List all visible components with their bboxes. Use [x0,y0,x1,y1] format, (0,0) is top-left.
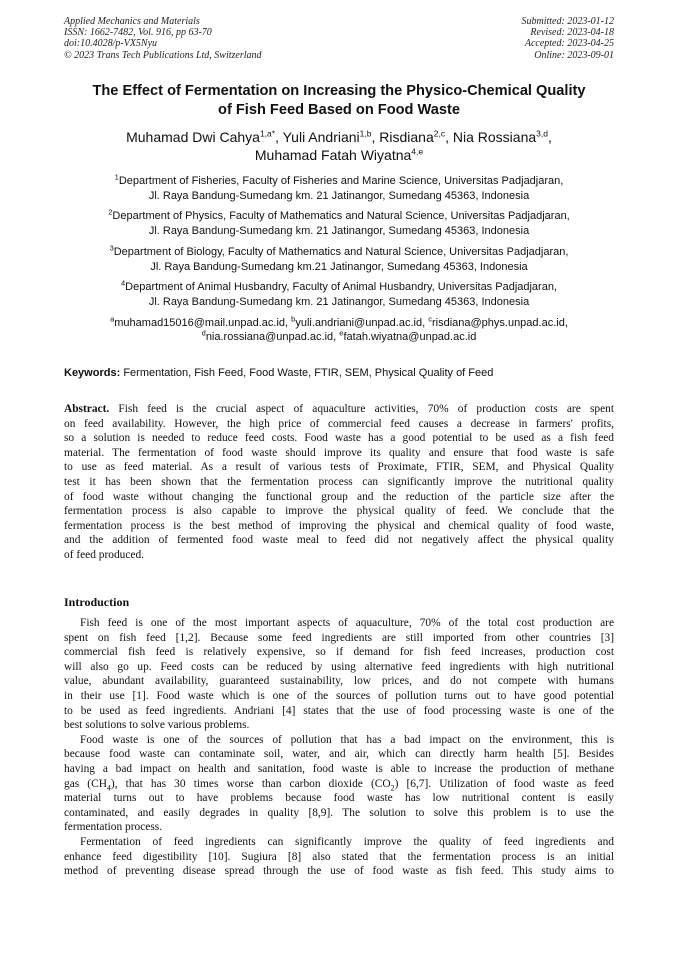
intro-line: spent on fish feed [1,2]. Because some feed ingredients are still imported from other countries [3] [64,631,614,644]
email-link[interactable]: nia.rossiana@unpad.ac.id, [205,331,337,343]
abstract-line: and the addition of fermented food waste meal to feed did not negatively affect the physical quality [64,534,614,547]
affiliation-2 [64,209,614,239]
email-link[interactable]: fatah.wiyatna@unpad.ac.id [343,331,477,343]
intro-line: having a bad impact on health and sanitation, food waste is able to increase the production of methane [64,762,614,775]
abstract-line: material. The fermentation of food waste should improve its quality and ensure that food waste is safe [64,446,614,459]
introduction-body [64,616,614,879]
affiliation-line: Jl. Raya Bandung-Sumedang km. 21 Jatinangor, Sumedang 45363, Indonesia [148,225,530,237]
abstract-line: fermentation process is also capable to improve the physical quality of feed. We conclude that the [64,505,614,518]
affiliation-num: 1 [114,172,119,182]
title-line-2: of Fish Feed Based on Food Waste [218,102,460,118]
intro-line: contaminated, and easily degrades in quality [8,9]. The solution to solve this problem is to use the [64,806,614,819]
affiliation-3 [64,245,614,275]
author-sup: 1,b [359,128,372,139]
author-name: Muhamad Dwi Cahya [126,129,260,145]
author-sup: 4,e [411,145,424,156]
dates-info [522,16,615,61]
intro-line: commercial fish feed is relatively expensive, so if demand for fish feed increases, production cost [64,646,614,659]
affiliation-4 [64,280,614,310]
abstract-label: Abstract. [64,403,110,415]
intro-line: Food waste is one of the sources of pollution that has a bad impact on the environment, this is [80,733,614,746]
issn: ISSN: 1662-7482, Vol. 916, pp 63-70 [64,27,212,39]
intro-line: will also go up. Feed costs can be reduced by using alternative feed ingredients with high nutritional [64,660,614,673]
affiliation-num: 2 [108,207,113,217]
author-sup: 2,c [433,128,446,139]
author-emails: $^a$muhamad15016@mail.unpad.ac.id, $^b$yuli.andriani@unpad.ac.id, $^c$risdiana@phys.unpad.ac.id, $^d$nia.rossiana@unpad.ac.id, $^e$fatah.wiyatna@unpad.ac.id [110,314,568,343]
author-list: Muhamad Dwi Cahya$^{1,a*}$, Yuli Andriani$^{1,b}$, Risdiana$^{2,c}$, Nia Rossiana$^{3,d}$, Muhamad Fatah Wiyatna$^{4,e}$ [126,128,552,163]
abstract-line: of food waste without changing the functional group and the reduction of the particle size after the [64,490,614,503]
abstract-line: on feed availability. However, the high price of commercial feed causes a decrease in farmers' profits, [64,417,614,430]
intro-line: Fermentation of feed ingredients can significantly improve the quality of feed ingredients and [80,835,614,848]
intro-line: enhance feed digestibility [10]. Sugiura [8] also stated that the fermentation process is an initial [64,850,614,863]
journal-info [64,16,262,61]
affiliation-line: Department of Biology, Faculty of Mathematics and Natural Science, Universitas Padjadjaran, [113,246,569,258]
abstract-line: so a solution is needed to reduce feed costs. Food waste has a good potential to be used as a fish feed [64,432,614,445]
abstract-line: test it has been shown that the fermentation process can significantly improve the nutritional quality [64,475,614,488]
abstract-line: Fish feed is the crucial aspect of aquaculture activities, 70% of production costs are spent [109,403,614,415]
affiliation-line: Department of Physics, Faculty of Mathematics and Natural Science, Universitas Padjadjaran, [112,210,570,222]
intro-line: method of preventing disease spread through the use of food waste as fish feed. This study aims to [64,865,614,878]
abstract-line: of feed produced. [64,548,145,561]
affiliation-line: Department of Fisheries, Faculty of Fisheries and Marine Science, Universitas Padjadjaran, [118,175,564,187]
section-heading-introduction: Introduction [64,595,130,609]
title-line-1: The Effect of Fermentation on Increasing the Physico-Chemical Quality [92,83,586,99]
author-sup: 1,a* [259,128,276,139]
affiliation-num: 4 [120,278,126,288]
copyright: © 2023 Trans Tech Publications Ltd, Switzerland [64,49,262,61]
intro-line: best solutions to solve various problems. [64,719,250,732]
email-link[interactable]: risdiana@phys.unpad.ac.id, [431,317,568,329]
abstract-line: fermentation process is the best method of improving the physical and chemical quality of food waste, [64,519,614,532]
keywords-text: Fermentation, Fish Feed, Food Waste, FTIR, SEM, Physical Quality of Feed [123,367,494,379]
email-link[interactable]: muhamad15016@mail.unpad.ac.id, [114,317,289,329]
author-name: Muhamad Fatah Wiyatna [254,146,412,163]
intro-line: value, abundant availability, guaranteed sustainability, low prices, and do not compete with humans [64,675,614,688]
affiliation-line: Jl. Raya Bandung-Sumedang km.21 Jatinangor, Sumedang 45363, Indonesia [150,261,528,273]
abstract-line: to use as feed material. As a result of various tests of Proximate, FTIR, SEM, and Physical Quality [64,461,614,474]
affiliation-line: Department of Animal Husbandry, Faculty of Animal Husbandry, Universitas Padjadjaran, [125,281,558,293]
author-name: Risdiana [379,129,434,145]
author-name: Nia Rossiana [452,129,537,145]
affiliation-line: Jl. Raya Bandung-Sumedang km. 21 Jatinangor, Sumedang 45363, Indonesia [148,296,530,308]
affiliation-num: 3 [109,243,114,253]
email-link[interactable]: yuli.andriani@unpad.ac.id, [295,317,426,329]
affiliation-line: Jl. Raya Bandung-Sumedang km. 21 Jatinangor, Sumedang 45363, Indonesia [148,190,530,202]
paper-title [54,82,624,120]
intro-line: to be used as feed ingredients. Andriani [4] states that the use of food processing waste is one of the [64,704,614,717]
intro-line: Fish feed is one of the most important aspects of aquaculture, 70% of the total cost production are [80,617,614,629]
journal-name: Applied Mechanics and Materials [64,16,200,27]
affiliation-1 [64,174,614,204]
intro-line: fermentation process. [64,821,163,834]
author-sup: 3,d [536,128,548,139]
doi[interactable]: doi:10.4028/p-VX5Nyu [64,38,158,50]
intro-line: gas $(CH_4)$, that has 30 times worse than carbon dioxide $(CO_2)$ [6,7]. Utilization of food waste as feed [64,777,614,792]
submitted-date: Submitted: 2023-01-12 [521,16,614,27]
keywords-label: Keywords: [64,367,121,379]
accepted-date: Accepted: 2023-04-25 [524,38,614,50]
intro-line: because food waste can contaminate soil, water, and air, which can directly harm health [5]. Besides [64,748,614,761]
abstract [64,402,614,563]
author-name: Yuli Andriani [282,129,360,145]
keywords [64,366,614,380]
intro-line: in their use [1]. Food waste which is one of the sources of pollution turns out to have good potential [64,689,614,702]
online-date: Online: 2023-09-01 [534,49,614,61]
intro-line: material turns out to have problems because food waste has low nutritional content is easily [64,792,614,805]
revised-date: Revised: 2023-04-18 [530,27,614,39]
